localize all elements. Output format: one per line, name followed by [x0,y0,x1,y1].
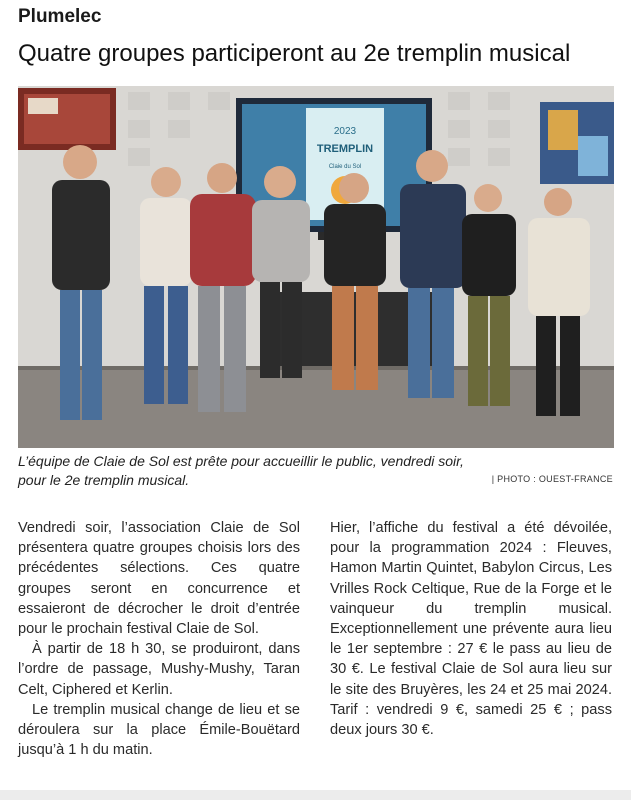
article-paragraph: Le tremplin musical change de lieu et se déroulera sur la place Émile-Bouëtard jusqu’à 1 h du matin. [18,701,300,759]
photo-caption: L’équipe de Claie de Sol est prête pour accueillir le public, vendredi soir, pour le 2e tremplin musical. [18,453,464,488]
article-paragraph: À partir de 18 h 30, se produiront, dans l’ordre de passage, Mushy-Mushy, Taran Celt, Ciphered et Kerlin. [18,641,300,698]
poster-year: 2023 [333,126,357,137]
bottom-bar [0,790,631,800]
photo-credit: | PHOTO : OUEST-FRANCE [491,474,613,484]
article-photo [18,86,614,448]
group-photo-illustration [18,86,614,448]
article-headline: Quatre groupes participeront au 2e tremplin musical [18,40,571,67]
article-kicker: Plumelec [18,6,102,27]
article-column-left [18,518,300,760]
article-paragraph: Hier, l’affiche du festival a été dévoilée, pour la programmation 2024 : Fleuves, Hamon Martin Quintet, Babylon Circus, Les Vrilles Rock Celtique, Rue de la Forge et le vainqueur du tremplin musical. Exceptionnellement une prévente aura lieu le 1er septembre : 27 € le pass au lieu de 30 €. Le festival Claie de Sol aura lieu sur le site des Bruyères, les 24 et 25 mai 2024. Tarif : vendredi 9 €, samedi 25 € ; pass deux jours 30 €. [330,520,612,739]
poster-title: TREMPLIN [316,143,374,155]
article-paragraph: Vendredi soir, l’association Claie de Sol présentera quatre groupes choisis lors des précédentes sélections. Ces quatre groupes seront en concurrence et essaieront de décrocher le droit d’entrée pour le prochain festival Claie de Sol. [18,520,300,638]
poster-org: Claie du Sol [328,164,362,170]
article-column-right [330,518,612,740]
